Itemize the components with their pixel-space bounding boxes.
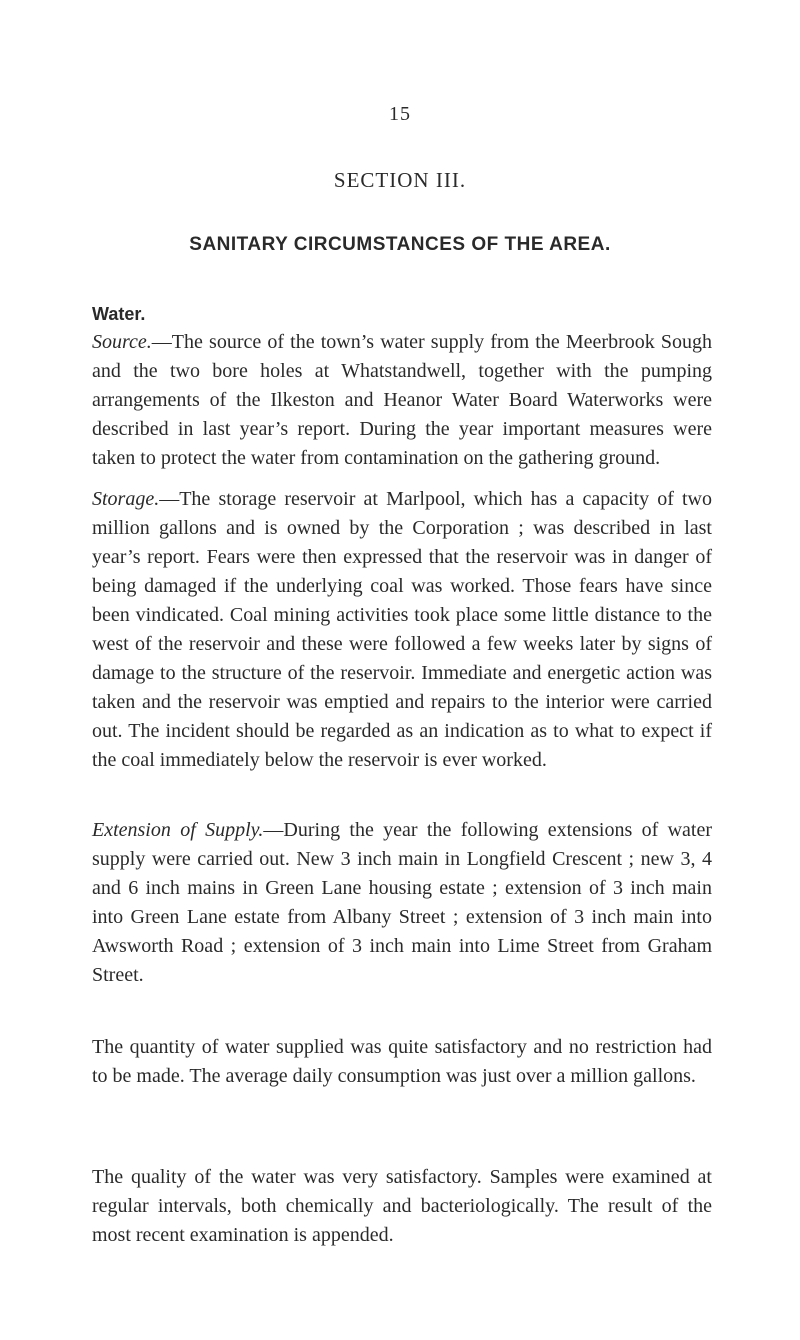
- paragraph-extension-of-supply: [92, 816, 712, 990]
- paragraph-text: The quality of the water was very satisfactory. Samples were examined at regular intervals, both chemically and bacteriologically. The result of the most recent examination is appended.: [92, 1166, 712, 1246]
- section-heading: SANITARY CIRCUMSTANCES OF THE AREA.: [189, 234, 611, 255]
- section-title: SECTION III.: [333, 168, 467, 192]
- paragraph-text: —During the year the following extensions of water supply were carried out. New 3 inch main in Longfield Crescent ; new 3, 4 and 6 inch mains in Green Lane housing estate ; extension of 3 inch main into Green Lane estate from Albany Street ; extension of 3 inch main into Awsworth Road ; extension of 3 inch main into Lime Street from Graham Street.: [92, 819, 712, 986]
- page-number: 15: [389, 103, 411, 125]
- paragraph-lead: Extension of Supply.: [92, 819, 264, 841]
- paragraph-storage: [92, 485, 712, 775]
- paragraph-lead: Storage.: [92, 488, 160, 510]
- paragraph-source: [92, 328, 712, 473]
- paragraph-quality: [92, 1163, 712, 1250]
- sub-heading-water: Water.: [92, 304, 146, 324]
- paragraph-text: The quantity of water supplied was quite satisfactory and no restriction had to be made. The average daily consumption was just over a million gallons.: [92, 1036, 712, 1087]
- paragraph-quantity: [92, 1033, 712, 1091]
- paragraph-text: —The storage reservoir at Marlpool, which has a capacity of two million gallons and is owned by the Corporation ; was described in last year’s report. Fears were then expressed that the reservoir was in danger of being damaged if the underlying coal was worked. Those fears have since been vindicated. Coal mining activities took place some little distance to the west of the reservoir and these were followed a few weeks later by signs of damage to the structure of the reservoir. Immediate and energetic action was taken and the reservoir was emptied and repairs to the interior were carried out. The incident should be regarded as an indication as to what to expect if the coal immediately below the reservoir is ever worked.: [92, 488, 712, 771]
- paragraph-text: —The source of the town’s water supply from the Meerbrook Sough and the two bore holes at Whatstandwell, together with the pumping arrangements of the Ilkeston and Heanor Water Board Waterworks were described in last year’s report. During the year important measures were taken to protect the water from contamination on the gathering ground.: [92, 331, 712, 469]
- paragraph-lead: Source.: [92, 331, 152, 353]
